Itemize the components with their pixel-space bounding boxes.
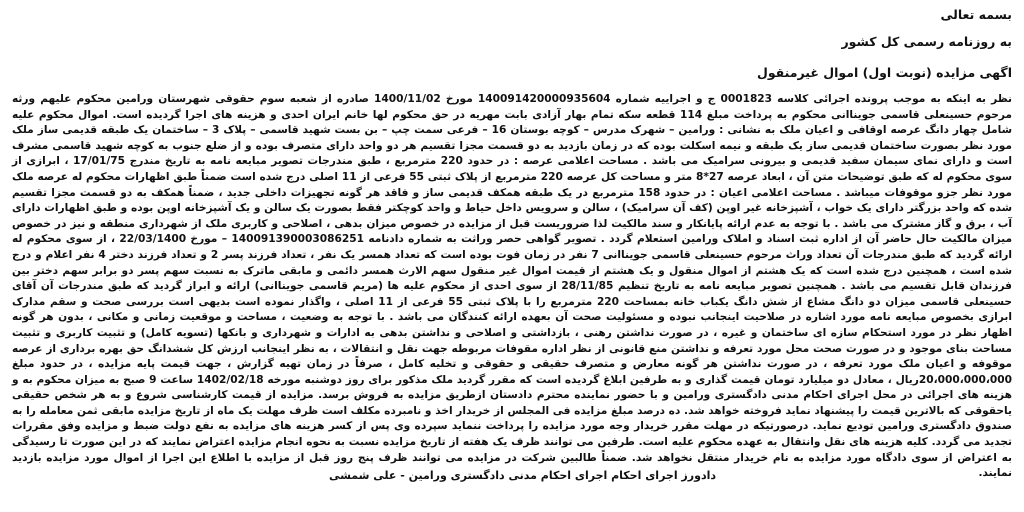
signature-line: دادورز اجرای احکام اجرای احکام مدنی دادگستری ورامین - علی شمشی [328,469,716,482]
basmala-heading: بسمه تعالی [940,7,1012,22]
official-newspaper-line: به روزنامه رسمی کل کشور [841,34,1012,49]
notice-body-text: نظر به اینکه به موجب پرونده اجرائی کلاسه 0001823 ج و اجراییه شماره 140091420000935604 مورخ 1400/11/02 صادره از شعبه سوم حقوقی شهرستان ورامین محکوم علیهم ورثه مرحوم حسینعلی قاسمی جویناانی محکوم به پرداخت مبلغ 114 قطعه سکه تمام بهار آزادی بابت مهریه در حق محکوم لها خانم ایران احدی و هزینه های اجرا گردیده است. اموال محکوم علیه شامل چهار دانگ عرصه اوقافی و اعیان ملک به نشانی : ورامین – شهرک مدرس – کوچه بوستان 16 – فرعی سمت چپ – بن بست شهید قاسمی – پلاک 3 – ساختمان یک طبقه قدیمی ساز ملک مورد نظر بصورت ساختمان قدیمی ساز یک طبقه و نیمه اسکلت بوده که در زمان بازدید به دو قسمت مجزا تقسیم هر دو واحد دارای متصرف بوده و از ضلع جنوب به کوچه شهید قاسمی مشرف است و دارای نمای سیمان سفید قدیمی و بیرونی سرامیک می باشد . مساحت اعلامی عرصه : در حدود 220 مترمربع ، طبق مندرجات تصویر مبایعه نامه به تاریخ مندرج 17/01/75 ، ابرازی از سوی محکوم له که طبق توضیحات متن آن ، ابعاد عرصه 27*8 متر و مساحت کل عرصه 220 مترمربع از پلاک ثبتی 55 فرعی از 11 اصلی درج شده است ضمناً طبق اظهارات محکوم له عرصه ملک مورد نظر جزو موقوفات میباشد . مساحت اعلامی اعیان : در حدود 158 مترمربع در یک طبقه همکف قدیمی ساز و فاقد هر گونه تجهیزات داخلی جدید ، ضمناً همکف به دو قسمت مجزا تقسیم شده که واحد بزرگتر دارای یک خواب ، آشپزخانه غیر اوپن (کف آن سرامیک) ، سالن و سرویس داخل حیاط و واحد کوچکتر فقط بصورت یک سالن و یک آشپزخانه اوپن بوده و طبق اظهارات دارای آب ، برق و گاز مشترک می باشد . با توجه به عدم ارائه پایانکار و سند مالکیت لذا ضروریست قبل از مزایده در خصوص میزان بدهی ، اصلاحی و کاربری ملک از شهرداری منطقه و نیز در خصوص میزان مالکیت حال حاضر آن از اداره ثبت اسناد و املاک ورامین استعلام گردد . تصویر گواهی حصر وراثت به شماره دادنامه 140091390003086251 – مورخ 22/03/1400 ، از سوی محکوم له ارائه گردید که طبق مندرجات آن تعداد وراث مرحوم حسینعلی قاسمی جویناانی 7 نفر در زمان فوت بوده است که تعداد همسر یک نفر ، تعداد فرزند پسر 2 و تعداد فرزند دختر 4 نفر اعلام و درج شده است ، همچنین درج شده است که یک هشتم از اموال منقول و یک هشتم از قیمت اموال غیر منقول سهم الارث همسر دائمی و مابقی ماترک به نسبت سهم پسر دو برابر سهم دختر بین فرزندان قابل تقسیم می باشد . همچنین تصویر مبایعه نامه به تاریخ تنظیم 28/11/85 از سوی احدی از محکوم علیه ها (مریم قاسمی جویناانی) ارائه و ابراز گردید که طبق مندرجات آن آقای حسینعلی قاسمی میزان دو دانگ مشاع از شش دانگ یکباب خانه بمساحت 220 مترمربع را با پلاک ثبتی 55 فرعی از 11 اصلی ، واگذار نموده است بدیهی است بررسی صحت و سقم مدارک ابرازی بخصوص مبایعه نامه مورد اشاره در صلاحیت اینجانب نبوده و مسئولیت صحت آن بعهده ارائه کنندگان می باشد . با توجه به وضعیت ، مساحت و موقعیت زمانی و مکانی ، بدون هر گونه اظهار نظر در مورد استحکام سازه ای ساختمان و غیره ، در صورت نداشتن رهنی ، بازداشتی و اصلاحی و نداشتن بدهی به ادارات و شهرداری و بانکها (تسویه کامل) و تثبیت کاربری و تثبیت مساحت بنای موجود و در صورت صحت محل مورد تعرفه و نداشتن منع قانونی از نظر اداره مقوفات مربوطه جهت نقل و انتقالات ، به نظر اینجانب ارزش کل ششدانگ حق بهره برداری از عرصه موقوفه و اعیان ملک مورد تعرفه ، در صورت نداشتن هر گونه معارض و متصرف حقیقی و حقوقی و تخلیه کامل ، صرفاً در زمان تهیه گزارش ، جهت قیمت پایه مزایده ، در حدود مبلغ 20،000،000،000ریال ، معادل دو میلیارد تومان قیمت گذاری و به طرفین ابلاغ گردیده است که مقرر گردید ملک مذکور برای روز دوشنبه مورخه 1402/02/18 ساعت 9 صبح به میزان محکوم به و هزینه های اجرائی در محل اجرای احکام مدنی دادگستری ورامین و با حضور نماینده محترم دادستان ازطریق مزایده به فروش برسد. مزایده از قیمت کارشناسی شروع و به هر شخص حقیقی یاحقوقی که بالاترین قیمت را پیشنهاد نماید فروخته خواهد شد. ده درصد مبلغ مزایده فی المجلس از خریدار اخذ و نامبرده مکلف است ظرف مهلت یک ماه از تاریخ مزایده مابقی ثمن معامله را به صندوق دادگستری ورامین تودیع نماید. درصورتیکه در مهلت مقرر خریدار وجه مورد مزایده را پرداخت ننماید سپرده وی پس از کسر هزینه های مزایده به نفع دولت ضبط و مزایده وفق مقررات تجدید می گردد. کلیه هزینه های نقل وانتقال به عهده محکوم علیه است. طرفین می توانند ظرف یک هفته از تاریخ مزایده نسبت به نحوه انجام مزایده اعتراض نمایند که در این صورت تا رسیدگی به اعتراض از سوی دادگاه مورد مزایده به نام خریدار منتقل نخواهد شد. ضمناً طالبین شرکت در مزایده می توانند ظرف پنج روز قبل از مزایده با اطلاع این اجرا از اموال مورد مزایده بازدید نمایند. [12,93,1013,480]
auction-title: اگهی مزایده (نوبت اول) اموال غیرمنقول [756,65,1012,80]
